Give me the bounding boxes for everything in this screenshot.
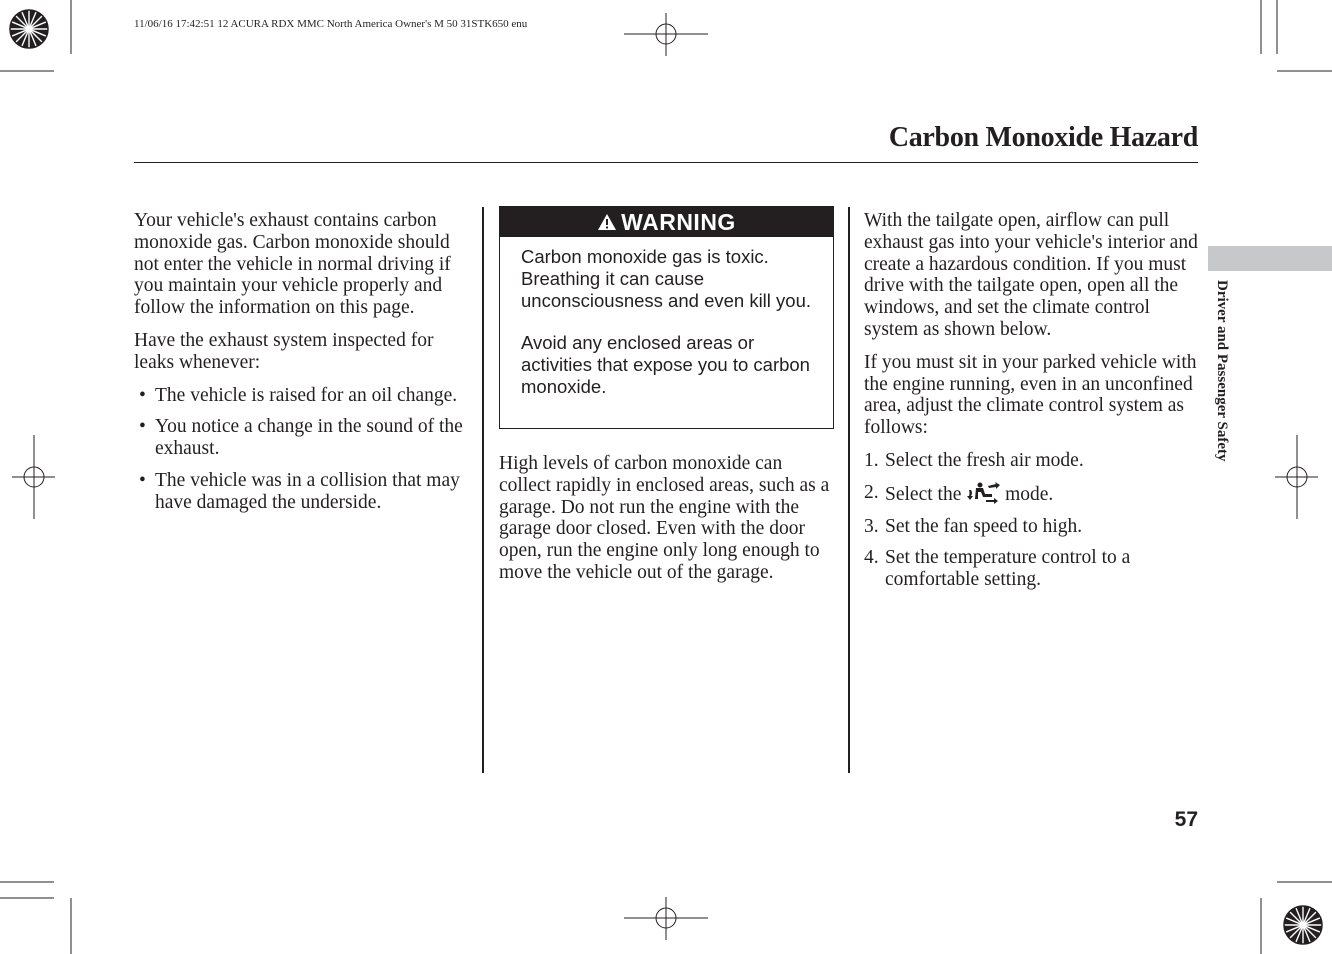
warning-avoid-paragraph: Avoid any enclosed areas or activities that expose you to carbon monoxide.	[521, 332, 810, 397]
section-tab	[1208, 246, 1332, 271]
list-item: • You notice a change in the sound of the exhaust.	[134, 416, 469, 460]
exhaust-intro-paragraph: Your vehicle's exhaust contains carbon monoxide gas. Carbon monoxide should not enter the vehicle in normal driving if you maintain your vehicle properly and follow the information on this page.	[134, 210, 451, 319]
warning-heading: WARNING	[621, 208, 736, 235]
list-item: • The vehicle is raised for an oil change.	[134, 385, 469, 407]
column-middle	[499, 453, 835, 595]
column-divider-left	[482, 207, 484, 773]
parked-vehicle-paragraph: If you must sit in your parked vehicle with the engine running, even in an unconfined area, adjust the climate control system as follows:	[864, 351, 1197, 439]
column-right	[864, 210, 1200, 601]
floor-and-vent-airflow-icon	[966, 482, 1000, 504]
column-left	[134, 210, 469, 524]
title-rule	[134, 162, 1198, 163]
list-item: 1. Select the fresh air mode.	[864, 449, 1084, 471]
list-item: 2. Select the mode.	[864, 481, 1054, 505]
section-tab-label: Driver and Passenger Safety	[1214, 280, 1230, 462]
warning-header	[500, 207, 833, 237]
warning-body	[500, 237, 833, 398]
inspection-bullet-list	[134, 385, 469, 514]
list-item: 3. Set the fan speed to high.	[864, 515, 1083, 537]
garage-paragraph: High levels of carbon monoxide can collect rapidly in enclosed areas, such as a garage. Do not run the engine with the garage door closed. Even with the door open, run the engine only long enough to move the vehicle out of the garage.	[499, 453, 830, 583]
inspection-paragraph: Have the exhaust system inspected for leaks whenever:	[134, 329, 434, 373]
page-number: 57	[1174, 808, 1198, 831]
warning-triangle-icon	[597, 213, 617, 231]
list-item: 4. Set the temperature control to a comfortable setting.	[864, 547, 1131, 591]
climate-steps-list	[864, 450, 1200, 591]
page-title: Carbon Monoxide Hazard	[888, 122, 1198, 153]
column-divider-right	[848, 207, 850, 773]
tailgate-paragraph: With the tailgate open, airflow can pull exhaust gas into your vehicle's interior and create a hazardous condition. If you must drive with the tailgate open, open all the windows, and set the climate control system as shown below.	[864, 210, 1198, 340]
print-metadata: 11/06/16 17:42:51 12 ACURA RDX MMC North America Owner's M 50 31STK650 enu	[134, 18, 528, 30]
warning-toxic-paragraph: Carbon monoxide gas is toxic. Breathing it can cause unconsciousness and even kill you.	[521, 246, 812, 311]
warning-box	[499, 206, 834, 429]
list-item: • The vehicle was in a collision that may have damaged the underside.	[134, 470, 469, 514]
